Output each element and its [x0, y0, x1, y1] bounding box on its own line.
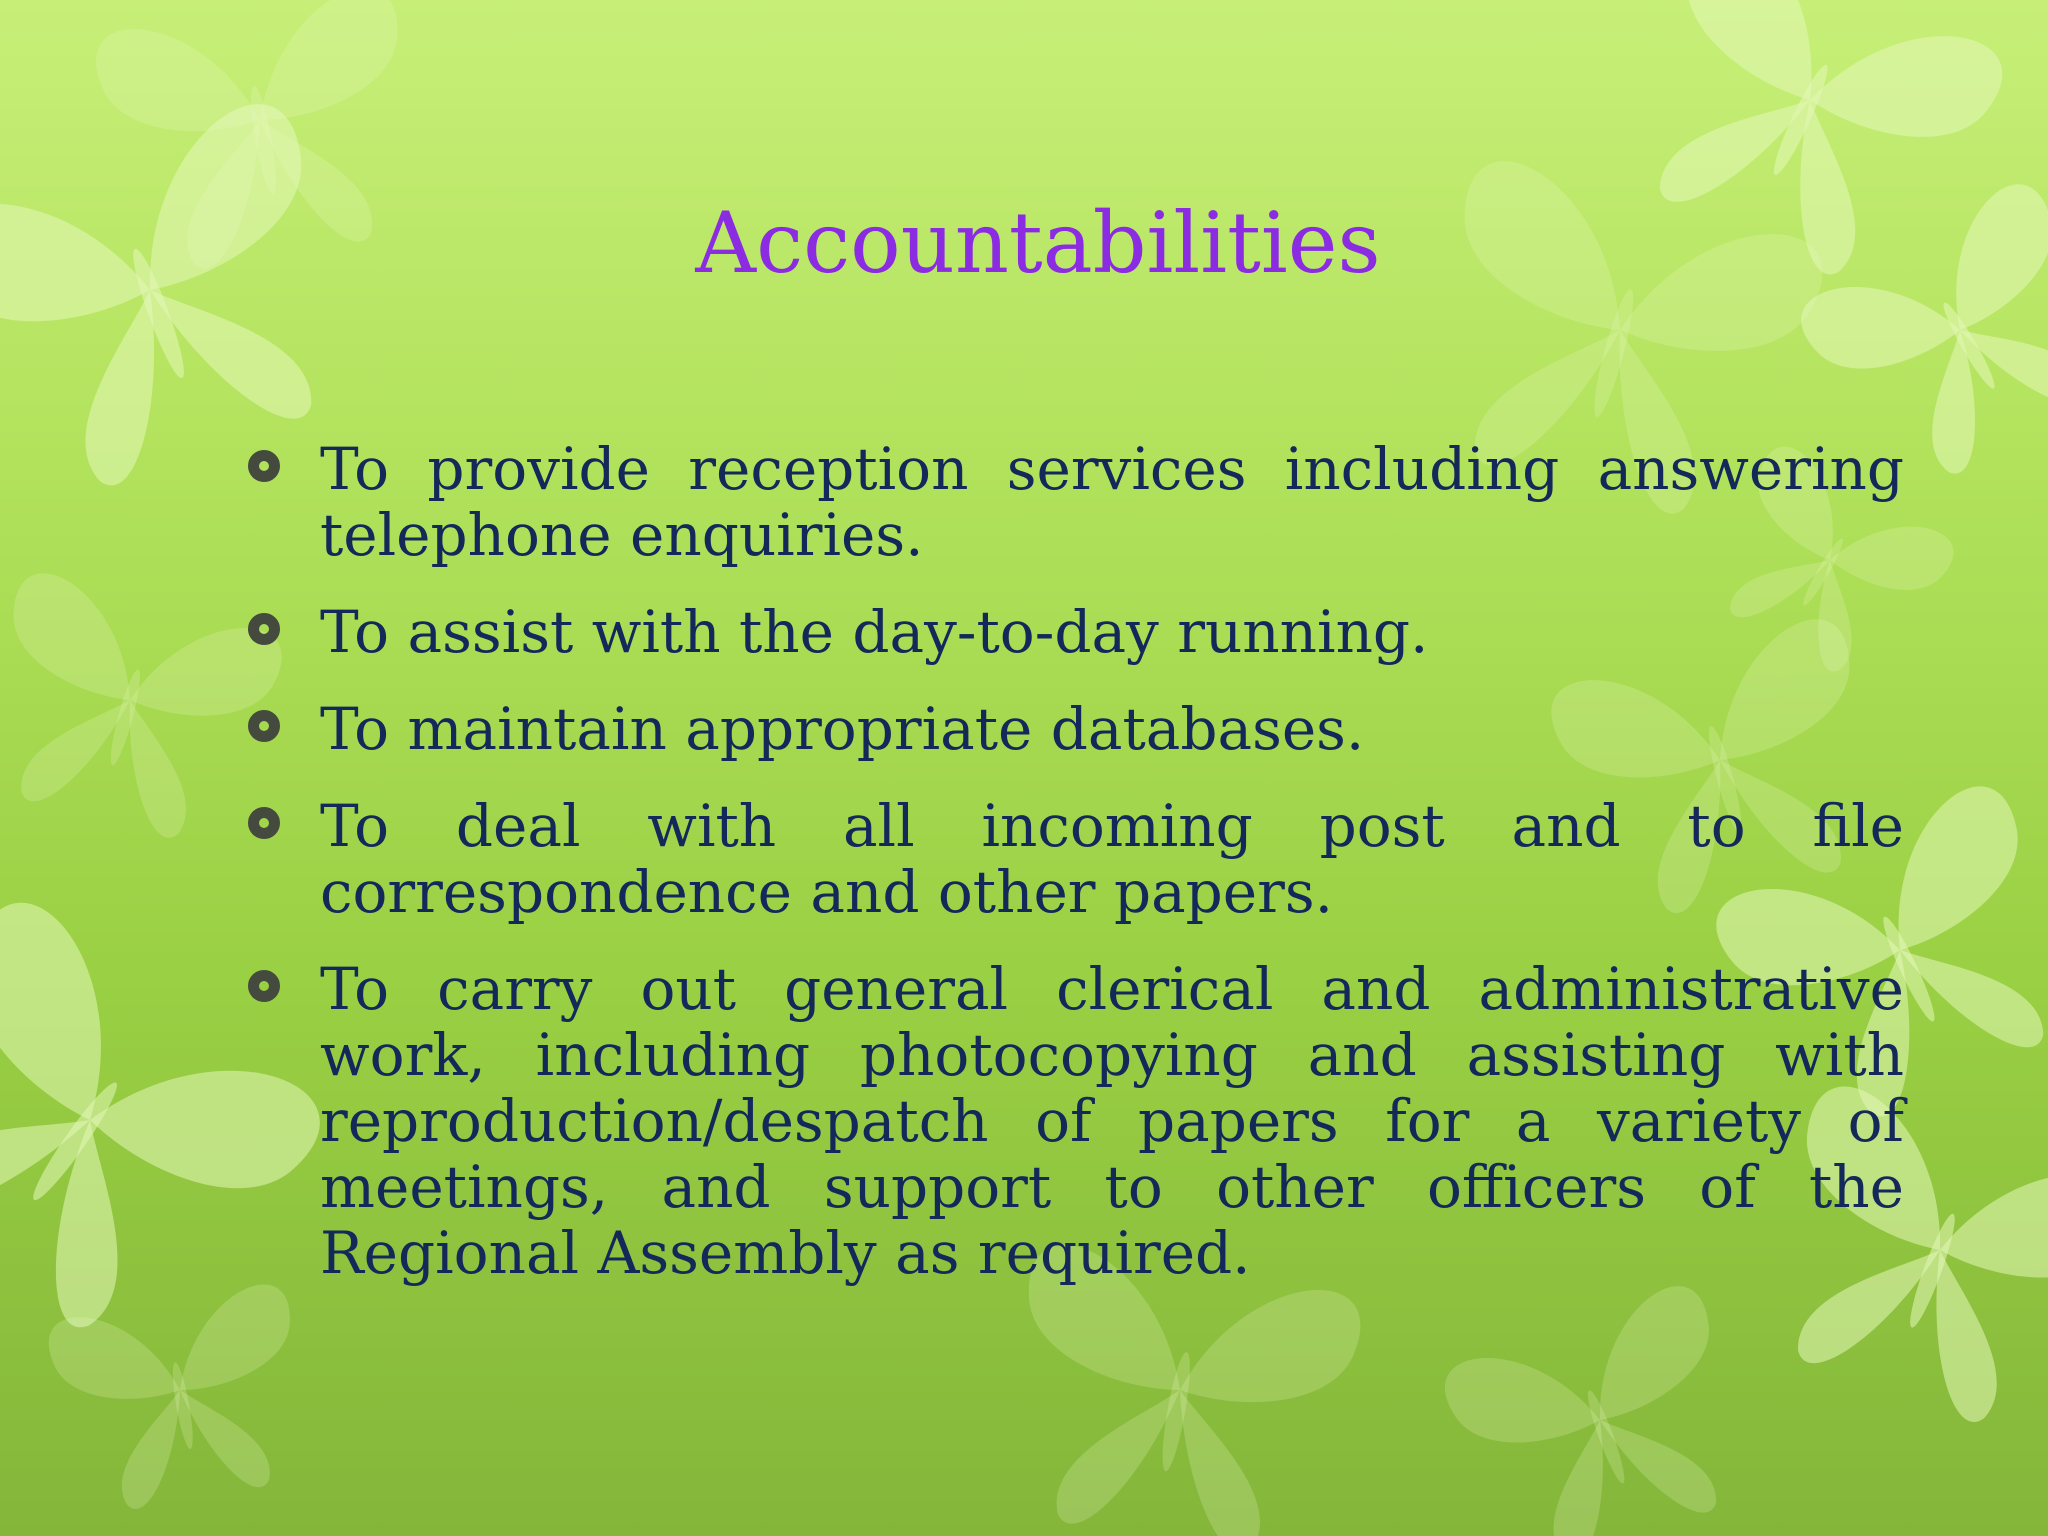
list-item — [244, 793, 1904, 925]
ring-bullet-icon — [248, 807, 280, 839]
bullet-text: To carry out general clerical and administrative work, including photocopying and assisting with reproduction/despatch of papers for a variety of meetings, and support to other officers of the Regional Assembly as required. — [320, 955, 1904, 1287]
ring-bullet-icon — [248, 613, 280, 645]
ring-bullet-icon — [248, 710, 280, 742]
list-item — [244, 956, 1904, 1286]
slide-title: Accountabilities — [695, 194, 1381, 292]
ring-bullet-icon — [248, 970, 280, 1002]
ring-bullet-icon — [248, 450, 280, 482]
list-item — [244, 436, 1904, 568]
bullet-list — [244, 436, 1904, 1317]
bullet-text: To provide reception services including answering telephone enquiries. — [320, 435, 1904, 569]
list-item — [244, 599, 1904, 665]
bullet-text: To assist with the day-to-day running. — [320, 598, 1429, 666]
bullet-text: To maintain appropriate databases. — [320, 695, 1365, 763]
list-item — [244, 696, 1904, 762]
bullet-text: To deal with all incoming post and to file correspondence and other papers. — [320, 792, 1904, 926]
